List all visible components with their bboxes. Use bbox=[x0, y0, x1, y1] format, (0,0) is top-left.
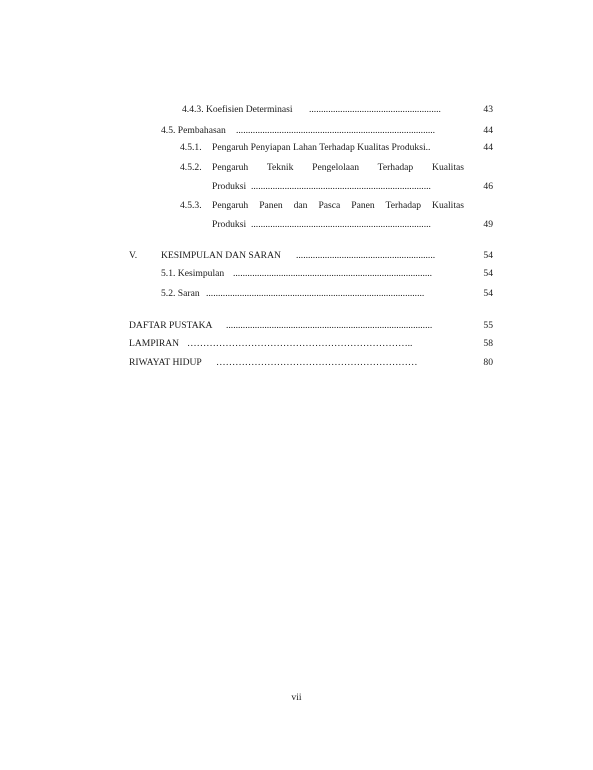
dot-leader: ................................................................................... bbox=[233, 268, 433, 279]
dot-leader: ................................................................................... bbox=[236, 125, 436, 136]
toc-entry-label: 5.2. Saran bbox=[161, 288, 200, 299]
dot-leader: ........................................................................... bbox=[251, 181, 431, 192]
toc-page-number: 54 bbox=[483, 268, 493, 279]
toc-entry-label: LAMPIRAN bbox=[129, 338, 180, 349]
toc-page-number: 58 bbox=[483, 338, 493, 349]
toc-entry-label: Pengaruh Penyiapan Lahan Terhadap Kualitas Produksi.. bbox=[212, 142, 431, 153]
toc-page-number: 44 bbox=[483, 125, 493, 136]
toc-chapter-v bbox=[0, 249, 593, 262]
dot-leader: ........................................................................................... bbox=[206, 288, 425, 299]
page-number-footer: vii bbox=[291, 692, 302, 703]
toc-entry-label: Produksi bbox=[212, 219, 247, 230]
toc-entry-lampiran bbox=[0, 337, 593, 350]
dot-leader: ........................................................................... bbox=[251, 219, 431, 230]
toc-entry-label: Pengaruh Teknik Pengelolaan Terhadap Kualitas bbox=[212, 162, 464, 173]
toc-page-number: 55 bbox=[483, 320, 493, 331]
toc-chapter-number: V. bbox=[129, 250, 138, 261]
toc-entry-4-5-1 bbox=[0, 141, 593, 154]
toc-entry-label: DAFTAR PUSTAKA bbox=[129, 320, 213, 331]
dot-leader: ...................................................................................... bbox=[226, 320, 433, 331]
toc-entry-4-5-2-continued bbox=[0, 180, 593, 193]
toc-entry-number: 4.5.2. bbox=[180, 162, 202, 173]
toc-entry-4-4-3 bbox=[0, 103, 593, 116]
dot-leader: …………………………………………………………….. bbox=[187, 338, 413, 349]
toc-entry-4-5-2 bbox=[0, 161, 593, 174]
toc-entry-label: 4.5. Pembahasan bbox=[161, 125, 226, 136]
toc-entry-label: Pengaruh Panen dan Pasca Panen Terhadap Kualitas bbox=[212, 200, 464, 211]
dot-leader: ……………………………………………………… bbox=[216, 357, 418, 368]
toc-page-number: 54 bbox=[483, 250, 493, 261]
toc-entry-4-5 bbox=[0, 124, 593, 137]
toc-page-number: 80 bbox=[483, 357, 493, 368]
dot-leader: ....................................................... bbox=[309, 104, 441, 115]
toc-entry-5-2 bbox=[0, 287, 593, 300]
toc-entry-number: 4.5.3. bbox=[180, 200, 202, 211]
toc-entry-label: RIWAYAT HIDUP bbox=[129, 357, 202, 368]
toc-entry-number: 4.5.1. bbox=[180, 142, 202, 153]
toc-page-number: 44 bbox=[483, 142, 493, 153]
toc-page-number: 43 bbox=[483, 104, 493, 115]
toc-entry-riwayat-hidup bbox=[0, 356, 593, 369]
toc-entry-4-5-3 bbox=[0, 199, 593, 212]
toc-entry-label: 5.1. Kesimpulan bbox=[161, 268, 225, 279]
toc-page-number: 46 bbox=[483, 181, 493, 192]
toc-entry-5-1 bbox=[0, 267, 593, 280]
toc-page-number: 49 bbox=[483, 219, 493, 230]
toc-entry-4-5-3-continued bbox=[0, 218, 593, 231]
toc-entry-label: Produksi bbox=[212, 181, 247, 192]
toc-page-number: 54 bbox=[483, 288, 493, 299]
dot-leader: .......................................................... bbox=[296, 250, 436, 261]
toc-entry-daftar-pustaka bbox=[0, 319, 593, 332]
toc-entry-label: KESIMPULAN DAN SARAN bbox=[161, 250, 281, 261]
toc-entry-label: 4.4.3. Koefisien Determinasi bbox=[182, 104, 293, 115]
